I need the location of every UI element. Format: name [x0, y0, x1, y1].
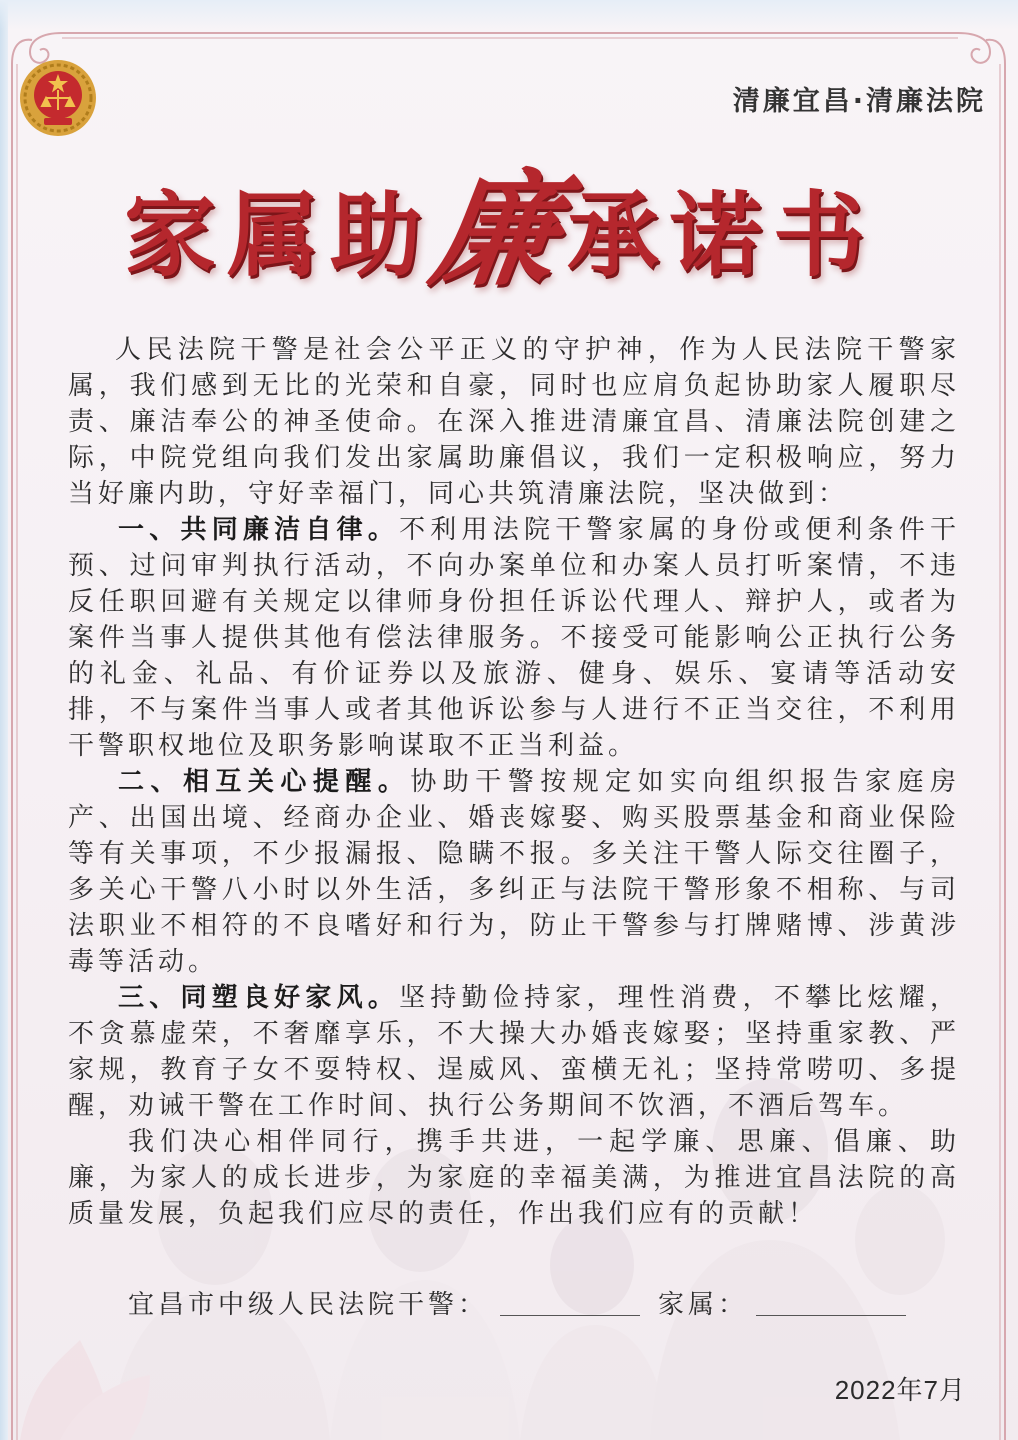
family-signature-label: 家属：: [658, 1290, 749, 1320]
letter-body: [68, 332, 960, 1232]
section-heading: 三、同塑良好家风。: [118, 983, 400, 1013]
section-text: 不利用法院干警家属的身份或便利条件干: [399, 515, 960, 545]
frame-corner-ornament: [958, 33, 990, 63]
title-part-2: 承诺书: [567, 181, 877, 289]
section-heading: 二、相互关心提醒。: [118, 767, 411, 797]
section-line: 排，不与案件当事人或者其他诉讼参与人进行不正当交往，不利用: [68, 695, 960, 725]
officer-signature-blank: [500, 1289, 640, 1316]
section-line: 毒等活动。: [68, 947, 219, 977]
signature-line: [128, 1287, 906, 1323]
closing-line: 廉，为家人的成长进步，为家庭的幸福美满，为推进宜昌法院的高: [68, 1163, 960, 1193]
intro-line: 责、廉洁奉公的神圣使命。在深入推进清廉宜昌、清廉法院创建之: [68, 407, 960, 437]
document-date: 2022年7月: [834, 1375, 966, 1405]
intro-line: 际，中院党组向我们发出家属助廉倡议，我们一定积极响应，努力: [68, 443, 960, 473]
intro-paragraph: [68, 332, 960, 512]
closing-line: 我们决心相伴同行，携手共进，一起学廉、思廉、倡廉、助: [128, 1127, 960, 1157]
section-first-line: [68, 512, 960, 548]
section-line: 不贪慕虚荣，不奢靡享乐，不大操大办婚丧嫁娶；坚持重家教、严: [68, 1019, 960, 1049]
section-line: 的礼金、礼品、有价证券以及旅游、健身、娱乐、宴请等活动安: [68, 659, 960, 689]
title-highlight: 廉: [423, 158, 568, 303]
section-line: 法职业不相符的不良嗜好和行为，防止干警参与打牌赌博、涉黄涉: [68, 911, 960, 941]
frame-corner-ornament: [986, 40, 1005, 64]
section-line: 产、出国出境、经商办企业、婚丧嫁娶、购买股票基金和商业保险: [68, 803, 960, 833]
section-1-paragraph: [68, 512, 960, 764]
officer-signature-label: 宜昌市中级人民法院干警：: [128, 1290, 489, 1320]
section-heading: 一、共同廉洁自律。: [118, 515, 400, 545]
section-2-paragraph: [68, 764, 960, 980]
section-first-line: [68, 764, 960, 800]
title-part-1: 家属助: [123, 181, 433, 289]
section-3-paragraph: [68, 980, 960, 1124]
section-text: 协助干警按规定如实向组织报告家庭房: [410, 767, 960, 797]
page-title: [0, 158, 1000, 303]
intro-line: 人民法院干警是社会公平正义的守护神，作为人民法院干警家: [115, 335, 960, 365]
section-line: 家规，教育子女不耍特权、逞威风、蛮横无礼；坚持常唠叨、多提: [68, 1055, 960, 1085]
header-slogan: 清廉宜昌·清廉法院: [732, 86, 986, 117]
intro-line: 属，我们感到无比的光荣和自豪，同时也应肩负起协助家人履职尽: [68, 371, 960, 401]
section-text: 坚持勤俭持家，理性消费，不攀比炫耀，: [399, 983, 960, 1013]
section-line: 反任职回避有关规定以律师身份担任诉讼代理人、辩护人，或者为: [68, 587, 960, 617]
closing-paragraph: [68, 1124, 960, 1232]
section-line: 多关心干警八小时以外生活，多纠正与法院干警形象不相称、与司: [68, 875, 960, 905]
section-line: 预、过问审判执行活动，不向办案单位和办案人员打听案情，不违: [68, 551, 960, 581]
section-line: 等有关事项，不少报漏报、隐瞒不报。多关注干警人际交往圈子，: [68, 839, 960, 869]
court-emblem-icon: [18, 58, 98, 138]
intro-line: 当好廉内助，守好幸福门，同心共筑清廉法院，坚决做到：: [68, 479, 849, 509]
section-line: 案件当事人提供其他有偿法律服务。不接受可能影响公正执行公务: [68, 623, 960, 653]
family-signature-blank: [756, 1289, 906, 1316]
section-line: 醒，劝诫干警在工作时间、执行公务期间不饮酒，不酒后驾车。: [68, 1091, 909, 1121]
closing-line: 质量发展，负起我们应尽的责任，作出我们应有的贡献！: [68, 1199, 819, 1229]
section-line: 干警职权地位及职务影响谋取不正当利益。: [68, 731, 639, 761]
section-first-line: [68, 980, 960, 1016]
